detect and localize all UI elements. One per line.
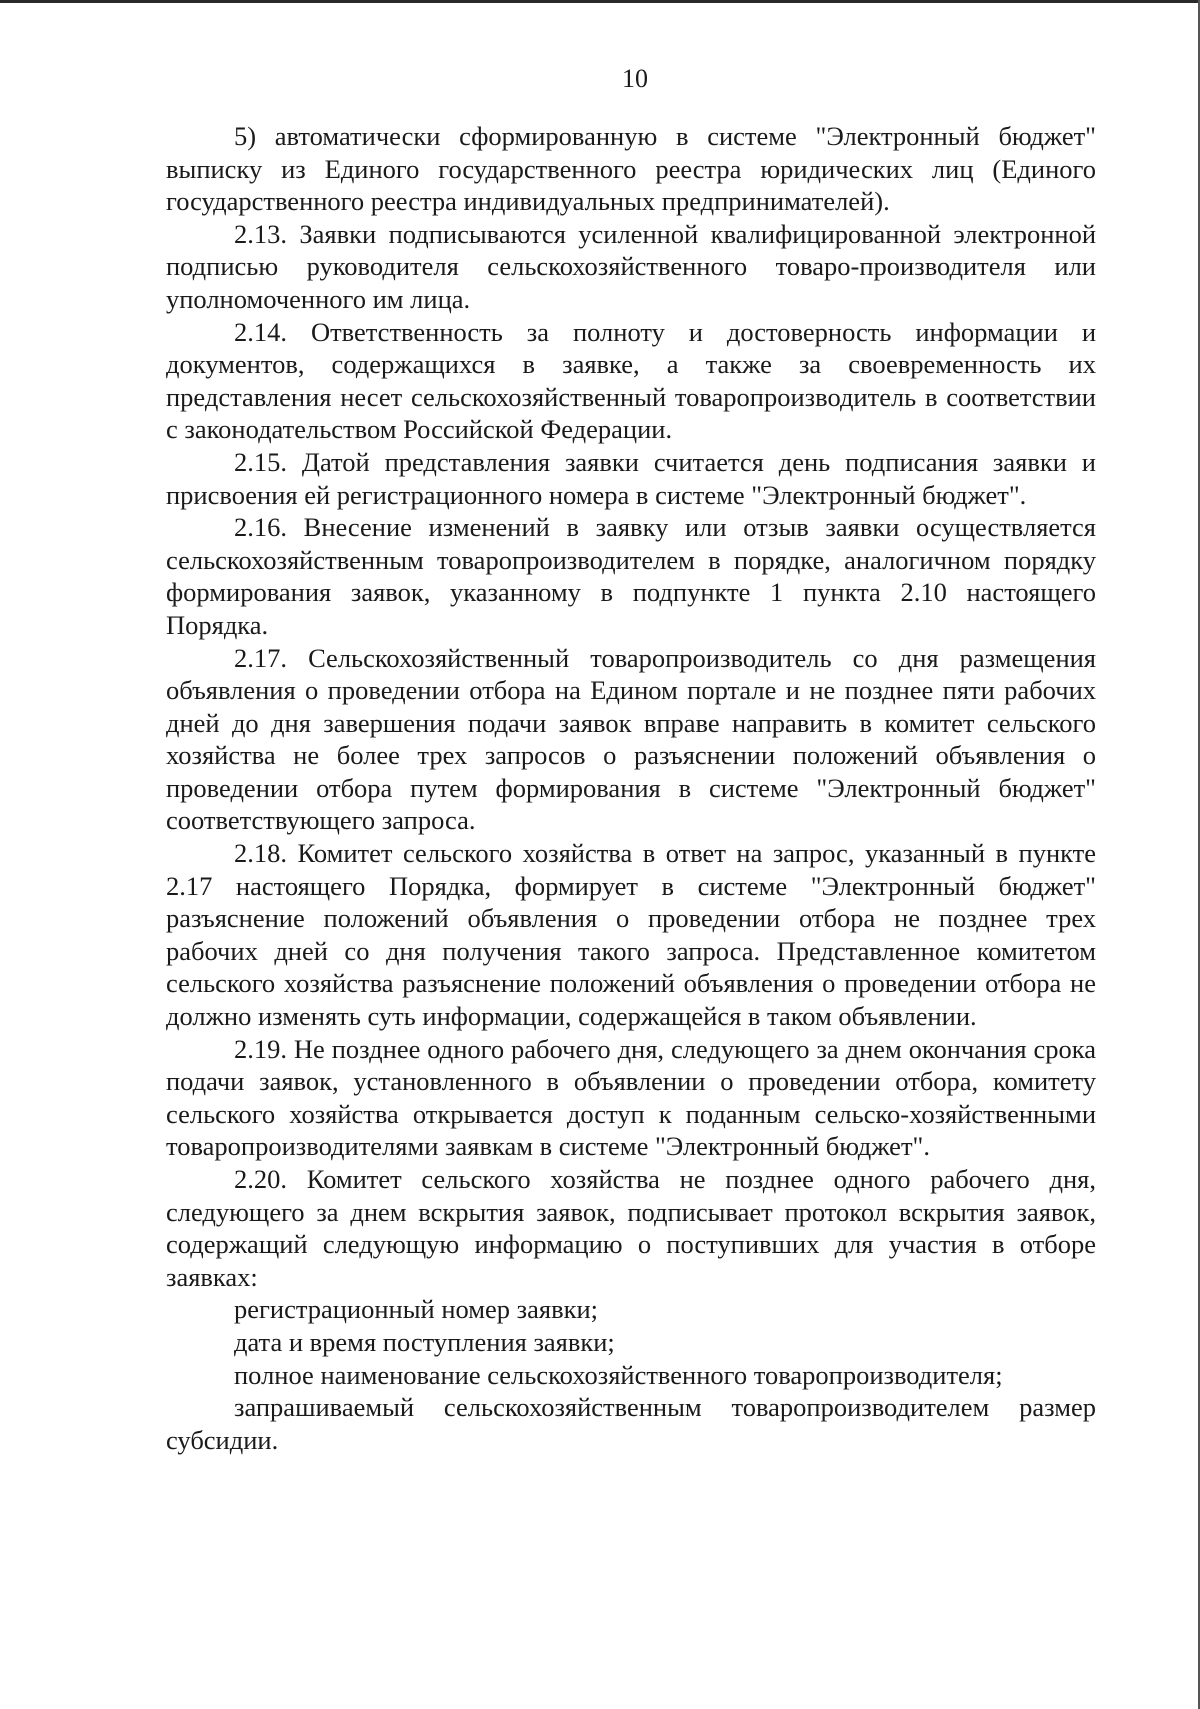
paragraph-2-19: 2.19. Не позднее одного рабочего дня, следующего за днем окончания срока подачи заявок, установленного в объявлении о проведении отбора, комитету сельского хозяйства открывается доступ к поданным сельско-хозяйственными товаропроизводителями заявкам в системе "Электронный бюджет".	[166, 1033, 1096, 1162]
list-item-registration-number: регистрационный номер заявки;	[234, 1294, 599, 1325]
paragraph-2-15: 2.15. Датой представления заявки считается день подписания заявки и присвоения ей регистрационного номера в системе "Электронный бюджет".	[166, 446, 1096, 510]
paragraph-2-20: 2.20. Комитет сельского хозяйства не позднее одного рабочего дня, следующего за днем вскрытия заявок, подписывает протокол вскрытия заявок, содержащий следующую информацию о поступивших для участия в отборе заявках:	[166, 1164, 1096, 1292]
paragraph-2-14: 2.14. Ответственность за полноту и достоверность информации и документов, содержащихся в заявке, а также за своевременность их представления несет сельскохозяйственный товаропроизводитель в соответствии с законодательством Российской Федерации.	[166, 316, 1096, 445]
document-body	[166, 120, 1096, 1456]
paragraph-2-13: 2.13. Заявки подписываются усиленной квалифицированной электронной подписью руководителя сельскохозяйственного товаро-производителя или уполномоченного им лица.	[166, 218, 1096, 314]
paragraph-2-16: 2.16. Внесение изменений в заявку или отзыв заявки осуществляется сельскохозяйственным товаропроизводителем в порядке, аналогичном порядку формирования заявок, указанному в подпункте 1 пункта 2.10 настоящего Порядка.	[166, 512, 1096, 640]
list-item-date-time: дата и время поступления заявки;	[234, 1326, 615, 1357]
paragraph-2-17: 2.17. Сельскохозяйственный товаропроизводитель со дня размещения объявления о проведении отбора на Едином портале и не позднее пяти рабочих дней до дня завершения подачи заявок вправе направить в комитет сельского хозяйства не более трех запросов о разъяснении положений объявления о проведении отбора путем формирования в системе "Электронный бюджет" соответствующего запроса.	[166, 642, 1096, 836]
paragraph-item-5: 5) автоматически сформированную в системе "Электронный бюджет" выписку из Единого государственного реестра юридических лиц (Единого государственного реестра индивидуальных предпринимателей).	[166, 121, 1096, 217]
paragraph-2-18: 2.18. Комитет сельского хозяйства в ответ на запрос, указанный в пункте 2.17 настоящего Порядка, формирует в системе "Электронный бюджет" разъяснение положений объявления о проведении отбора не позднее трех рабочих дней со дня получения такого запроса. Представленное комитетом сельского хозяйства разъяснение положений объявления о проведении отбора не должно изменять суть информации, содержащейся в таком объявлении.	[166, 838, 1096, 1032]
list-item-full-name: полное наименование сельскохозяйственного товаропроизводителя;	[234, 1359, 1003, 1390]
scan-top-edge	[0, 0, 1200, 3]
list-item-subsidy-size: запрашиваемый сельскохозяйственным товаропроизводителем размер субсидии.	[166, 1392, 1096, 1455]
page-number: 10	[622, 64, 648, 93]
